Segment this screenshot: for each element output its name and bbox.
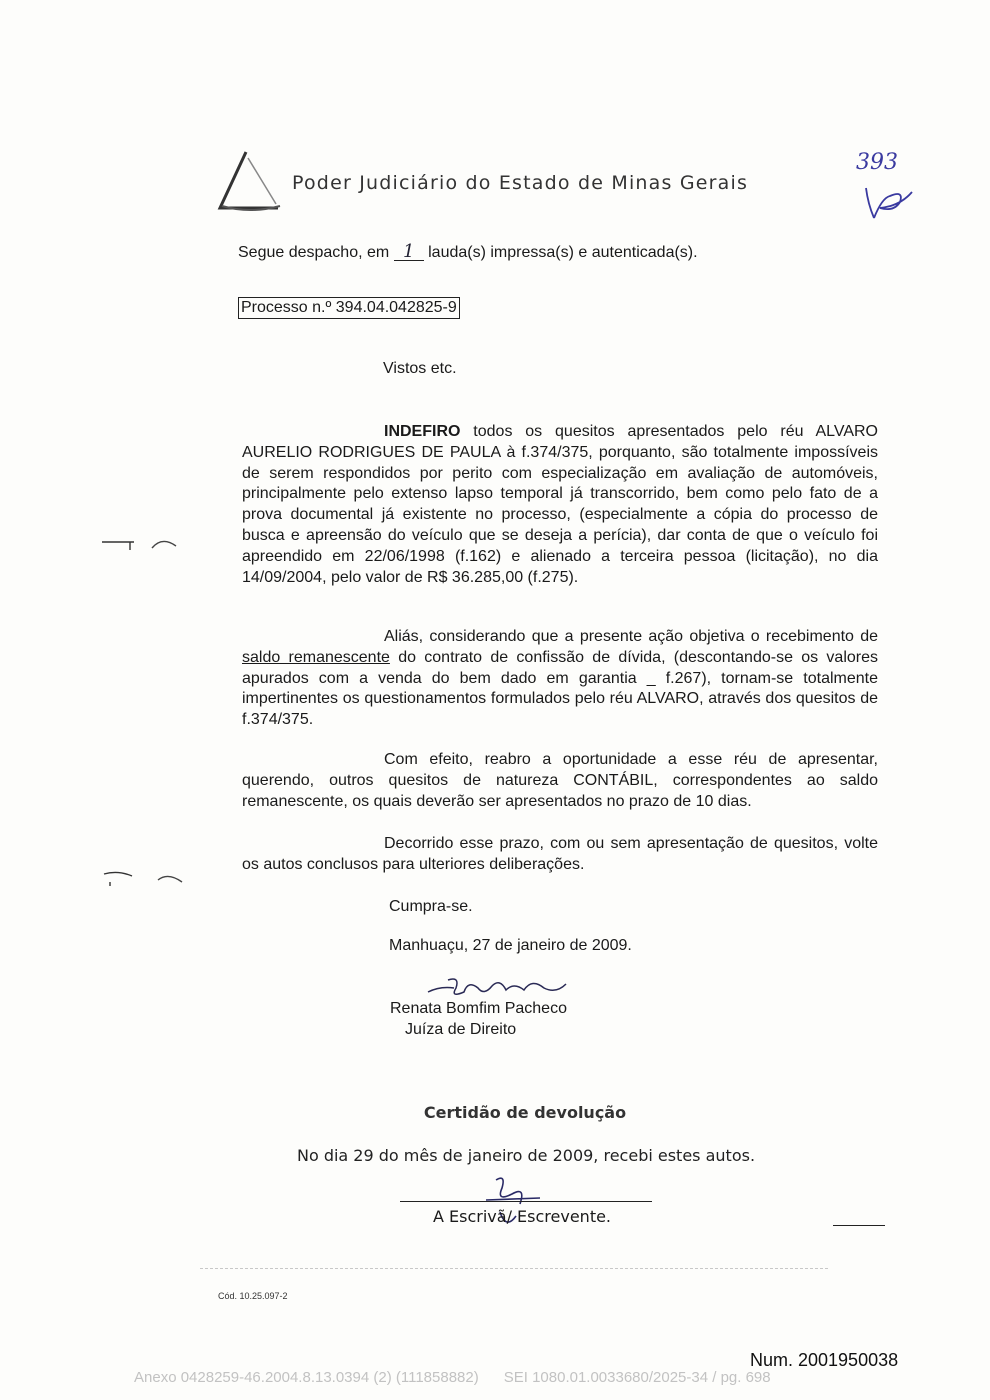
paragraph-decorrido: Decorrido esse prazo, com ou sem apresentação de quesitos, volte os autos conclusos para ulteriores deliberações. — [242, 835, 878, 873]
margin-mark-icon — [100, 532, 190, 554]
place-date: Manhuaçu, 27 de janeiro de 2009. — [389, 937, 632, 954]
paragraph-indefiro-bold: INDEFIRO — [384, 423, 461, 440]
document-number: Num. 2001950038 — [750, 1350, 899, 1370]
judiciary-logo-icon — [216, 150, 286, 212]
vistos-line: Vistos etc. — [383, 360, 457, 377]
dispatch-intro-prefix: Segue despacho, em — [238, 244, 390, 261]
paragraph-com-efeito: Com efeito, reabro a oportunidade a esse réu de apresentar, querendo, outros quesitos de natureza CONTÁBIL, correspondentes ao saldo remanescente, os quais deverão ser apresentados no prazo de 10 dias. — [242, 751, 878, 810]
margin-mark-icon — [100, 866, 190, 892]
paragraph-alias-before: Aliás, considerando que a presente ação objetiva o recebimento de — [384, 628, 878, 645]
paragraph-indefiro — [242, 422, 878, 588]
certidao-signature-line — [400, 1201, 652, 1202]
certidao-text: No dia 29 do mês de janeiro de 2009, recebi estes autos. — [296, 1146, 756, 1165]
paragraph-alias-underlined: saldo remanescente — [242, 648, 390, 666]
paragraph-indefiro-text: todos os quesitos apresentados pelo réu ALVARO AURELIO RODRIGUES DE PAULA à f.374/375, porquanto, são totalmente impossíveis de serem respondidos por perito com especialização em avaliação de automóveis, principalmente pelo extenso lapso temporal já transcorrido, bem como pelo fato de a prova documental já existente no processo, (especialmente a cópia do processo de busca e apreensão do veículo que se deseja a perícia), dar conta de que o veículo foi apreendido em 22/06/1998 (f.162) e alienado a terceira pessoa (licitação), no dia 14/09/2004, pelo valor de R$ 36.285,00 (f.275). — [242, 423, 878, 586]
certidao-signer: A Escrivã/ Escrevente. — [433, 1207, 612, 1226]
handwritten-folio-number: 393 — [856, 150, 898, 175]
footer-rule — [200, 1268, 828, 1269]
paragraph-alias-after: do contrato de confissão de dívida, (descontando-se os valores apurados com a venda do bem dado em garantia _ f.267), tornam-se totalmente impertinentes os questionamentos formulados pelo réu ALVARO, através dos quesitos de f.374/375. — [242, 648, 878, 729]
handwritten-initials-icon — [860, 178, 920, 222]
right-dash-line — [833, 1225, 885, 1226]
attachment-watermark: Anexo 0428259-46.2004.8.13.0394 (2) (111858882) SEI 1080.01.0033680/2025-34 / pg. 698 — [134, 1369, 771, 1386]
dispatch-intro — [238, 241, 698, 262]
certidao-title: Certidão de devolução — [423, 1103, 627, 1122]
judge-role: Juíza de Direito — [405, 1021, 517, 1038]
form-code: Cód. 10.25.097-2 — [218, 1291, 288, 1301]
paragraph-alias — [242, 627, 878, 731]
institution-title: Poder Judiciário do Estado de Minas Gerais — [292, 172, 749, 194]
judge-name: Renata Bomfim Pacheco — [390, 1000, 567, 1017]
process-number-box: Processo n.º 394.04.042825-9 — [238, 297, 460, 319]
lauda-count: 1 — [394, 244, 424, 261]
judge-signature-icon — [420, 970, 580, 1004]
dispatch-intro-suffix: lauda(s) impressa(s) e autenticada(s). — [428, 244, 698, 261]
closing-line: Cumpra-se. — [389, 898, 473, 915]
